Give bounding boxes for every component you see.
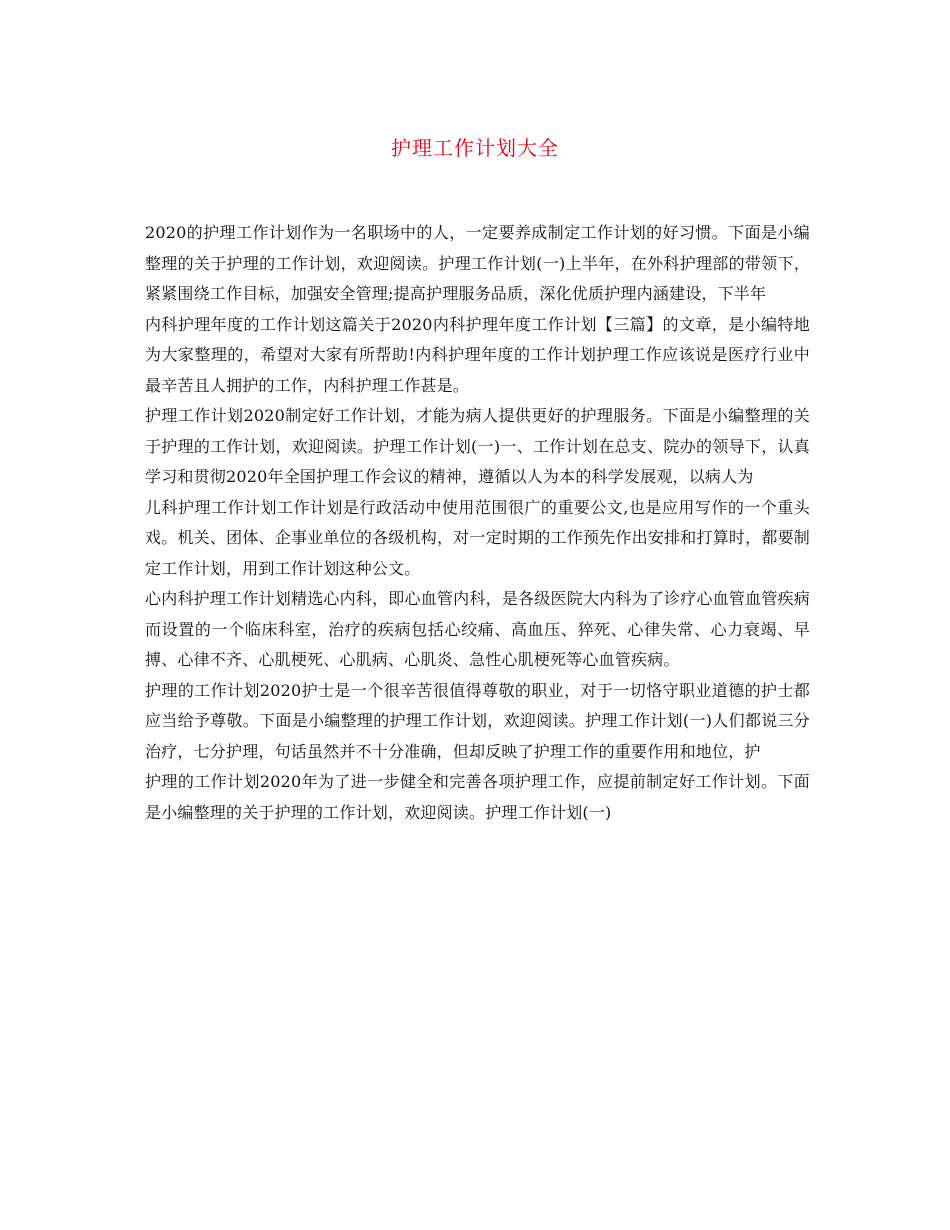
paragraph-4: 儿科护理工作计划工作计划是行政活动中使用范围很广的重要公文,也是应用写作的一个重头戏。机关、团体、企事业单位的各级机构，对一定时期的工作预先作出安排和打算时，都要制定工作计划，用到工作计划这种公文。 <box>145 497 810 578</box>
paragraph-7: 护理的工作计划2020年为了进一步健全和完善各项护理工作，应提前制定好工作计划。下面是小编整理的关于护理的工作计划，欢迎阅读。护理工作计划(一) <box>145 772 810 822</box>
paragraph-5: 心内科护理工作计划精选心内科，即心血管内科，是各级医院大内科为了诊疗心血管血管疾病而设置的一个临床科室，治疗的疾病包括心绞痛、高血压、猝死、心律失常、心力衰竭、早搏、心律不齐、心肌梗死、心肌病、心肌炎、急性心肌梗死等心血管疾病。 <box>145 589 810 669</box>
document-title: 护理工作计划大全 <box>391 136 559 160</box>
paragraph-3: 护理工作计划2020制定好工作计划，才能为病人提供更好的护理服务。下面是小编整理的关于护理的工作计划，欢迎阅读。护理工作计划(一)一、工作计划在总支、院办的领导下，认真学习和贯彻2020年全国护理工作会议的精神，遵循以人为本的科学发展观，以病人为 <box>145 406 810 486</box>
paragraph-6: 护理的工作计划2020护士是一个很辛苦很值得尊敬的职业，对于一切恪守职业道德的护士都应当给予尊敬。下面是小编整理的护理工作计划，欢迎阅读。护理工作计划(一)人们都说三分治疗，七分护理，句话虽然并不十分准确，但却反映了护理工作的重要作用和地位，护 <box>145 680 810 761</box>
document-body <box>145 218 810 828</box>
paragraph-2: 内科护理年度的工作计划这篇关于2020内科护理年度工作计划【三篇】的文章，是小编特地为大家整理的，希望对大家有所帮助!内科护理年度的工作计划护理工作应该说是医疗行业中最辛苦且人拥护的工作，内科护理工作甚是。 <box>145 314 810 395</box>
paragraph-1: 2020的护理工作计划作为一名职场中的人，一定要养成制定工作计划的好习惯。下面是小编整理的关于护理的工作计划，欢迎阅读。护理工作计划(一)上半年，在外科护理部的带领下，紧紧围绕工作目标，加强安全管理;提高护理服务品质，深化优质护理内涵建设，下半年 <box>145 223 810 303</box>
